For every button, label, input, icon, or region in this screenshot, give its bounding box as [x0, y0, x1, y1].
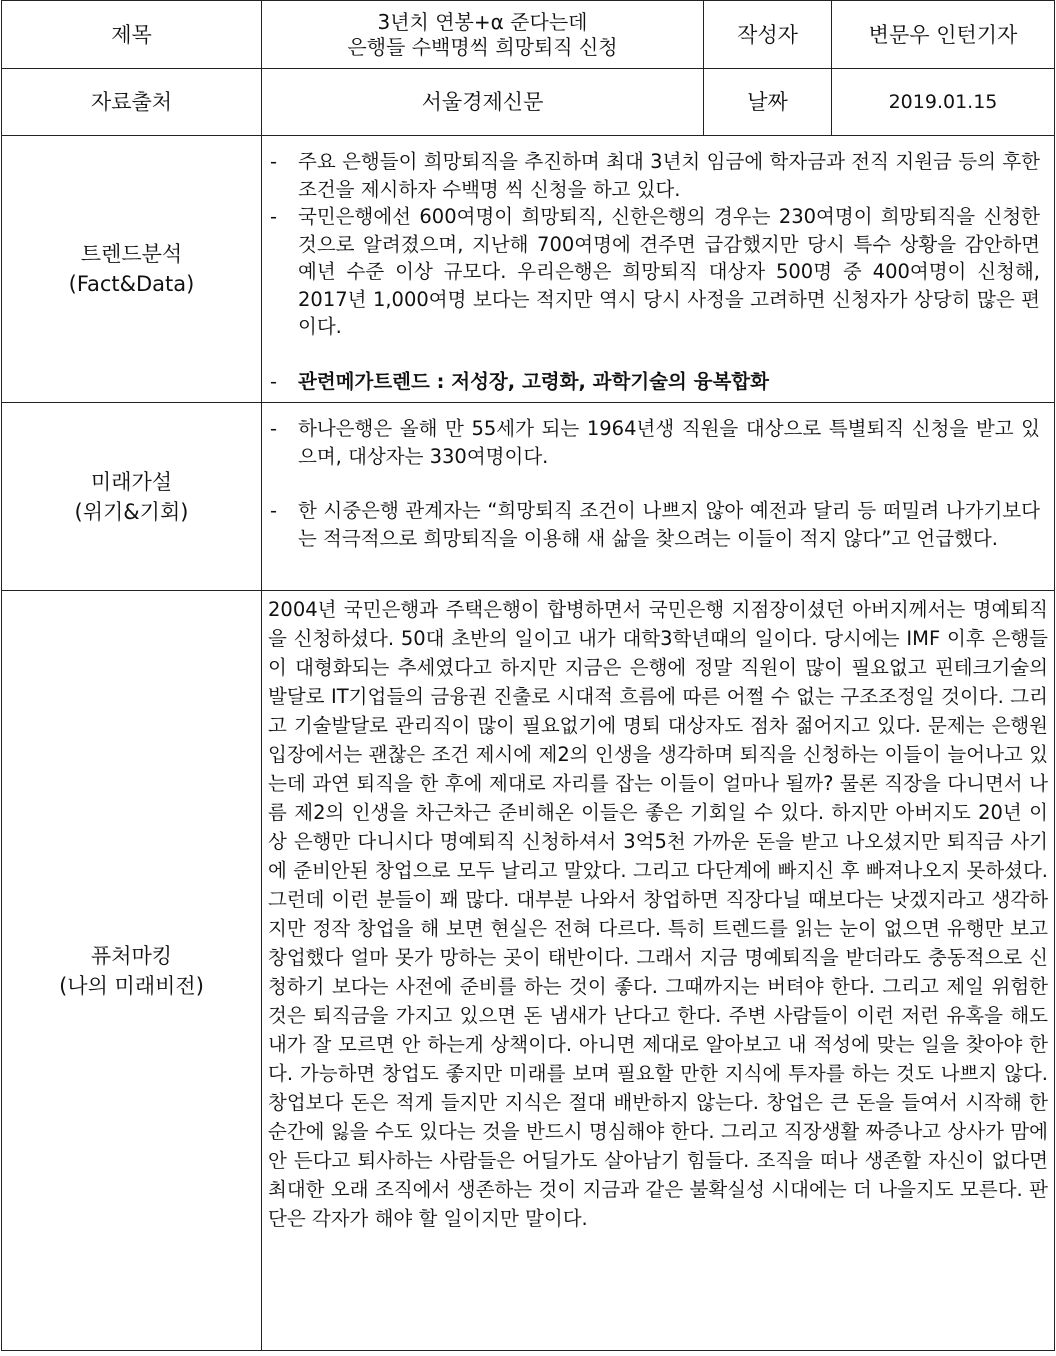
title-line-1: 3년치 연봉+α 준다는데	[377, 9, 588, 34]
trend-content	[262, 136, 1055, 403]
date-value: 2019.01.15	[832, 69, 1055, 136]
trend-row	[2, 136, 1055, 403]
future-row	[2, 403, 1055, 591]
trend-label	[2, 136, 262, 403]
marking-label-line-2: (나의 미래비전)	[59, 973, 204, 998]
future-label-line-2: (위기&기회)	[74, 499, 189, 524]
mega-trend: - 관련메가트렌드 : 저성장, 고령화, 과학기술의 융복합화	[270, 369, 769, 393]
future-bullet: - 하나은행은 올해 만 55세가 되는 1964년생 직원을 대상으로 특별퇴직 신청을 받고 있으며, 대상자는 330여명이다.	[270, 417, 1040, 468]
source-row	[2, 69, 1055, 136]
marking-row	[2, 591, 1055, 1351]
date-label: 날짜	[704, 69, 832, 136]
marking-text: 2004년 국민은행과 주택은행이 합병하면서 국민은행 지점장이셨던 아버지께서는 명예퇴직을 신청하셨다. 50대 초반의 일이고 내가 대학3학년때의 일이다. 당시에는 IMF 이후 은행들이 대형화되는 추세였다고 하지만 지금은 은행에 정말 직원이 많이 필요없고 핀테크기술의 발달로 IT기업들의 금융권 진출로 시대적 흐름에 따른 어쩔 수 없는 구조조정일 것이다. 그리고 기술발달로 관리직이 많이 필요없기에 명퇴 대상자도 점차 젊어지고 있다. 문제는 은행원 입장에서는 괜찮은 조건 제시에 제2의 인생을 생각하며 퇴직을 신청하는 이들이 늘어나고 있는데 과연 퇴직을 한 후에 제대로 자리를 잡는 이들이 얼마나 될까? 물론 직장을 다니면서 나름 제2의 인생을 차근차근 준비해온 이들은 좋은 기회일 수 있다. 하지만 아버지도 20년 이상 은행만 다니시다 명예퇴직 신청하셔서 3억5천 가까운 돈을 받고 나오셨지만 퇴직금 사기에 준비안된 창업으로 모두 날리고 말았다. 그리고 다단계에 빠지신 후 빠져나오지 못하셨다. 그런데 이런 분들이 꽤 많다. 대부분 나와서 창업하면 직장다닐 때보다는 낫겠지라고 생각하지만 정작 창업을 해 보면 현실은 전혀 다르다. 특히 트렌드를 읽는 눈이 없으면 유행만 보고 창업했다 얼마 못가 망하는 곳이 태반이다. 그래서 지금 명예퇴직을 받더라도 충동적으로 신청하기 보다는 사전에 준비를 하는 것이 좋다. 그때까지는 버텨야 한다. 그리고 제일 위험한 것은 퇴직금을 가지고 있으면 돈 냄새가 난다고 한다. 주변 사람들이 이런 저런 유혹을 해도 내가 잘 모르면 안 하는게 상책이다. 아니면 제대로 알아보고 내 적성에 맞는 일을 찾아야 한다. 가능하면 창업도 좋지만 미래를 보며 필요할 만한 지식에 투자를 하는 것도 나쁘지 않다. 창업보다 돈은 적게 들지만 지식은 절대 배반하지 않는다. 창업은 큰 돈을 들여서 시작해 한순간에 잃을 수도 있다는 것을 반드시 명심해야 한다. 그리고 직장생활 짜증나고 상사가 맘에 안 든다고 퇴사하는 사람들은 어딜가도 살아남기 힘들다. 조직을 떠나 생존할 자신이 없다면 최대한 오래 조직에서 생존하는 것이 지금과 같은 불확실성 시대에는 더 나을지도 모른다. 판단은 각자가 해야 할 일이지만 말이다.	[262, 591, 1055, 1351]
future-label-line-1: 미래가설	[90, 469, 173, 494]
future-bullet: - 한 시중은행 관계자는 “희망퇴직 조건이 나쁘지 않아 예전과 달리 등 떠밀려 나가기보다는 적극적으로 희망퇴직을 이용해 새 삶을 찾으려는 이들이 적지 않다”고 언급했다.	[270, 499, 1040, 550]
report-table	[1, 0, 1055, 1351]
source-label: 자료출처	[2, 69, 262, 136]
marking-label-line-1: 퓨처마킹	[90, 943, 173, 968]
trend-bullet: - 주요 은행들이 희망퇴직을 추진하며 최대 3년치 임금에 학자금과 전직 지원금 등의 후한 조건을 제시하자 수백명 씩 신청을 하고 있다.	[270, 150, 1040, 201]
marking-label	[2, 591, 262, 1351]
title-label: 제목	[2, 1, 262, 69]
source-value: 서울경제신문	[262, 69, 704, 136]
trend-label-line-1: 트렌드분석	[80, 242, 183, 266]
title-cell	[262, 1, 704, 69]
future-label	[2, 403, 262, 591]
trend-bullet: - 국민은행에선 600여명이 희망퇴직, 신한은행의 경우는 230여명이 희망퇴직을 신청한 것으로 알려졌으며, 지난해 700여명에 견주면 급감했지만 당시 특수 상황을 감안하면 예년 수준 이상 규모다. 우리은행은 희망퇴직 대상자 500명 중 400여명이 신청해, 2017년 1,000여명 보다는 적지만 역시 당시 사정을 고려하면 신청자가 상당히 많은 편이다.	[270, 205, 1040, 338]
future-content	[262, 403, 1055, 591]
author-label: 작성자	[704, 1, 832, 69]
title-line-2: 은행들 수백명씩 희망퇴직 신청	[347, 34, 618, 59]
trend-label-line-2: (Fact&Data)	[68, 272, 195, 296]
author-value: 변문우 인턴기자	[832, 1, 1055, 69]
title-row	[2, 1, 1055, 69]
